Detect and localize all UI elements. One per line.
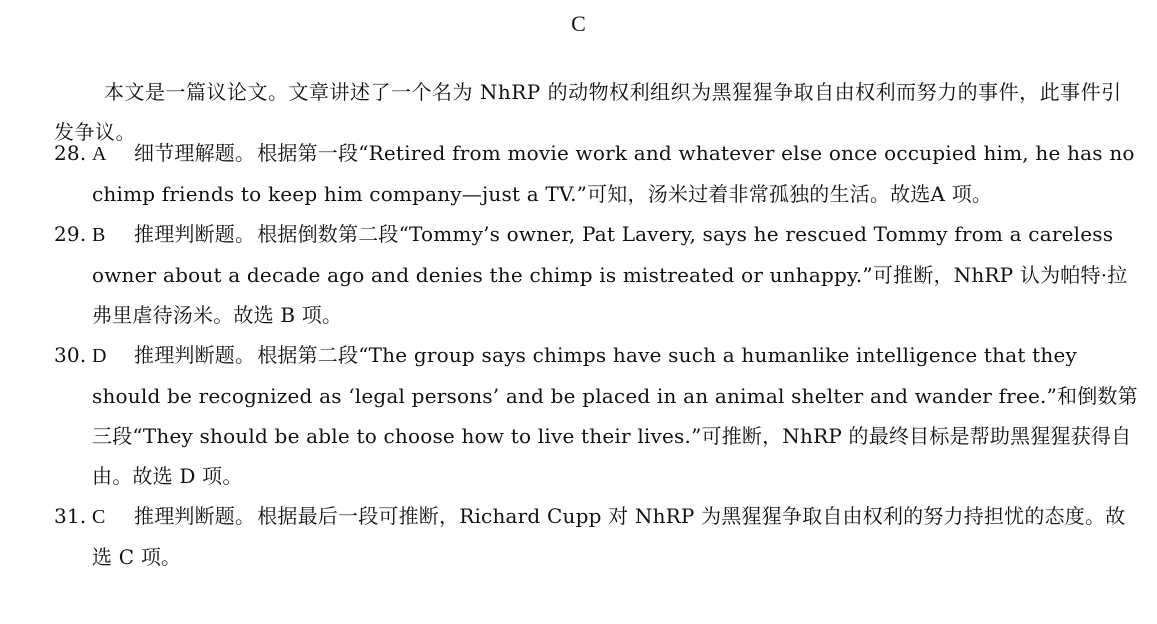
explanation-item-29 (54, 214, 1140, 335)
passage-summary: 本文是一篇议论文。文章讲述了一个名为 NhRP 的动物权利组织为黑猩猩争取自由权利而努力的事件，此事件引发争议。 (54, 80, 1122, 144)
question-type: 推理判断题。 (134, 504, 256, 528)
answer-choice: A (92, 143, 107, 165)
explanation-text: 根据第二段“The group says chimps have such a humanlike intelligence that they should be recognized as ‘legal persons’ and be placed in an animal shelter and wander free.”和倒数第三段“They should be able to choose how to live their lives.”可推断，NhRP 的最终目标是帮助黑猩猩获得自由。故选 D 项。 (92, 343, 1138, 488)
explanation-list (54, 133, 1140, 577)
question-type: 推理判断题。 (134, 343, 256, 367)
question-number: 28. (54, 141, 87, 165)
explanation-text: 根据倒数第二段“Tommy’s owner, Pat Lavery, says he rescued Tommy from a careless owner about a decade ago and denies the chimp is mistreated or unhappy.”可推断，NhRP 认为帕特·拉弗里虐待汤米。故选 B 项。 (92, 222, 1128, 327)
question-number: 31. (54, 504, 87, 528)
question-type: 细节理解题。 (134, 141, 256, 165)
explanation-item-31 (54, 496, 1140, 577)
answer-choice: C (92, 506, 106, 528)
answer-choice: D (92, 345, 107, 367)
explanation-text: 根据第一段“Retired from movie work and whatever else once occupied him, he has no chimp friends to keep him company—just a TV.”可知，汤米过着非常孤独的生活。故选A 项。 (92, 141, 1135, 206)
explanation-item-28 (54, 133, 1140, 214)
question-number: 29. (54, 222, 87, 246)
explanation-text: 根据最后一段可推断，Richard Cupp 对 NhRP 为黑猩猩争取自由权利的努力持担忧的态度。故选 C 项。 (92, 504, 1126, 569)
question-number: 30. (54, 343, 87, 367)
question-type: 推理判断题。 (134, 222, 256, 246)
answer-choice: B (92, 224, 106, 246)
explanation-item-30 (54, 335, 1140, 496)
section-letter: C (571, 11, 586, 36)
